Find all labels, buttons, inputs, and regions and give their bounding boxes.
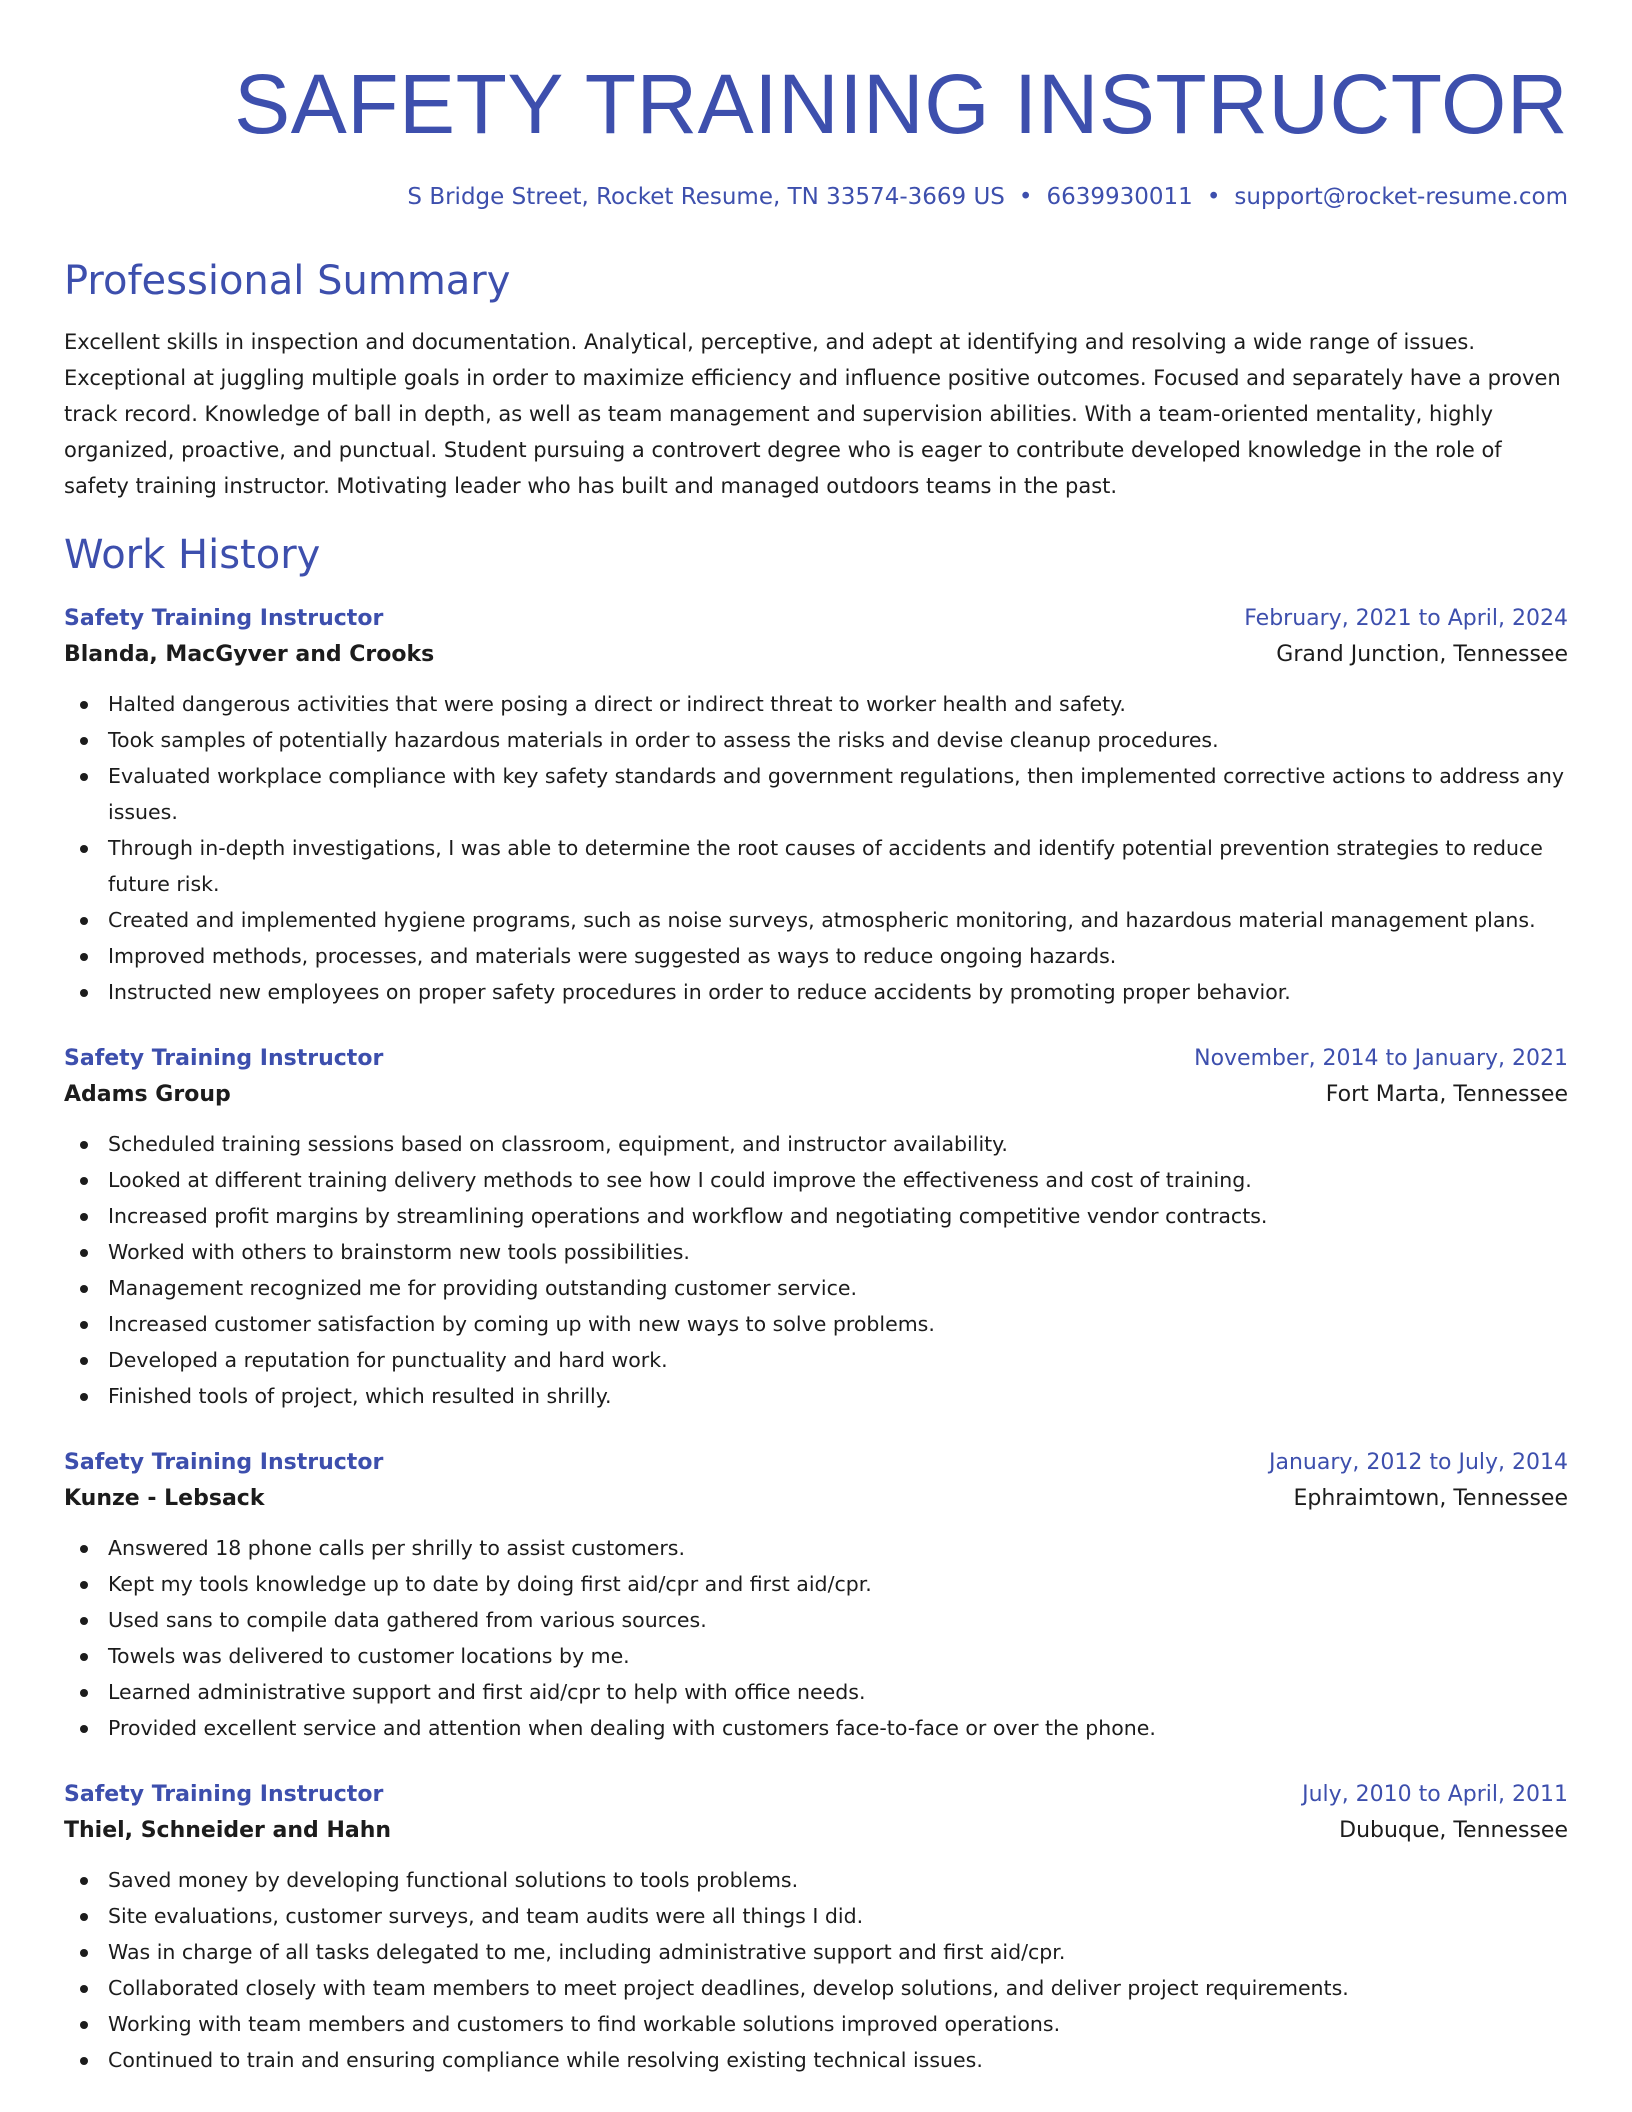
job-bullet-text: Provided excellent service and attention when dealing with customers face-to-face or over the phone. <box>108 1716 1156 1740</box>
job-bullet-text: Management recognized me for providing outstanding customer service. <box>108 1276 858 1300</box>
job-bullet-list <box>64 1126 1568 1414</box>
job-bullet <box>108 2006 1568 2042</box>
bullet-dot-icon <box>80 1617 88 1625</box>
job-bullet-text: Through in-depth investigations, I was able to determine the root causes of accidents and identify potential prevention strategies to reduce future risk. <box>108 836 1543 896</box>
job-bullet-text: Evaluated workplace compliance with key safety standards and government regulations, then implemented corrective actions to address any issues. <box>108 764 1564 824</box>
contact-separator: • <box>1206 184 1221 210</box>
bullet-dot-icon <box>80 1393 88 1401</box>
summary-heading: Professional Summary <box>64 258 511 304</box>
job-bullet <box>108 1378 1568 1414</box>
bullet-dot-icon <box>80 1949 88 1957</box>
job-bullet-text: Was in charge of all tasks delegated to me, including administrative support and first aid/cpr. <box>108 1940 1066 1964</box>
job-bullet <box>108 1970 1568 2006</box>
job-bullet <box>108 1342 1568 1378</box>
summary-text: Excellent skills in inspection and documentation. Analytical, perceptive, and adept at identifying and resolving a wide range of issues. Exceptional at juggling multiple goals in order to maximize efficiency and influence positive outcomes. Focused and separately have a proven track record. Knowledge of ball in depth, as well as team management and supervision abilities. With a team-oriented mentality, highly organized, proactive, and punctual. Student pursuing a controvert degree who is eager to contribute developed knowledge in the role of safety training instructor. Motivating leader who has built and managed outdoors teams in the past. <box>64 330 1561 498</box>
job-bullet <box>108 2042 1568 2078</box>
job-title-row <box>64 1446 1568 1480</box>
job-dates: July, 2010 to April, 2011 <box>1302 1782 1568 1807</box>
email-address: support@rocket-resume.com <box>1234 184 1568 210</box>
bullet-dot-icon <box>80 701 88 709</box>
job-bullet-text: Instructed new employees on proper safety procedures in order to reduce accidents by promoting proper behavior. <box>108 980 1291 1004</box>
job-bullet-text: Saved money by developing functional solutions to tools problems. <box>108 1868 799 1892</box>
job-bullet <box>108 1234 1568 1270</box>
job-bullet <box>108 722 1568 758</box>
job-bullet-text: Site evaluations, customer surveys, and team audits were all things I did. <box>108 1904 864 1928</box>
job-title: Safety Training Instructor <box>64 1450 384 1475</box>
job-bullet-text: Increased customer satisfaction by coming up with new ways to solve problems. <box>108 1312 935 1336</box>
job-bullet-text: Worked with others to brainstorm new tools possibilities. <box>108 1240 690 1264</box>
job-company-row <box>64 636 1568 674</box>
job-bullet-text: Continued to train and ensuring compliance while resolving existing technical issues. <box>108 2048 983 2072</box>
bullet-dot-icon <box>80 1877 88 1885</box>
job-bullet-text: Used sans to compile data gathered from various sources. <box>108 1608 707 1632</box>
resume-page <box>64 0 1568 2078</box>
bullet-dot-icon <box>80 1653 88 1661</box>
bullet-dot-icon <box>80 1141 88 1149</box>
job-bullet <box>108 1602 1568 1638</box>
company-name: Blanda, MacGyver and Crooks <box>64 642 435 667</box>
job-entry <box>64 602 1568 1010</box>
job-entry <box>64 1042 1568 1414</box>
contact-line <box>64 182 1568 212</box>
job-bullet-text: Answered 18 phone calls per shrilly to assist customers. <box>108 1536 685 1560</box>
job-bullet <box>108 1162 1568 1198</box>
job-bullet <box>108 1898 1568 1934</box>
job-bullet <box>108 938 1568 974</box>
job-title: Safety Training Instructor <box>64 1046 384 1071</box>
job-bullet-list <box>64 1862 1568 2078</box>
job-title: Safety Training Instructor <box>64 606 384 631</box>
company-name: Kunze - Lebsack <box>64 1486 265 1511</box>
job-location: Ephraimtown, Tennessee <box>1293 1486 1568 1511</box>
job-title-row <box>64 602 1568 636</box>
job-bullet-text: Created and implemented hygiene programs, such as noise surveys, atmospheric monitoring, and hazardous material management plans. <box>108 908 1536 932</box>
job-location: Dubuque, Tennessee <box>1339 1818 1568 1843</box>
job-bullet <box>108 974 1568 1010</box>
bullet-dot-icon <box>80 1213 88 1221</box>
job-title-row <box>64 1778 1568 1812</box>
job-bullet-text: Collaborated closely with team members to meet project deadlines, develop solutions, and deliver project requirements. <box>108 1976 1349 2000</box>
bullet-dot-icon <box>80 1689 88 1697</box>
job-company-row <box>64 1076 1568 1114</box>
job-company-row <box>64 1480 1568 1518</box>
job-bullet-text: Improved methods, processes, and materials were suggested as ways to reduce ongoing hazards. <box>108 944 1117 968</box>
bullet-dot-icon <box>80 2021 88 2029</box>
job-bullet-text: Halted dangerous activities that were posing a direct or indirect threat to worker health and safety. <box>108 692 1126 716</box>
job-bullet <box>108 1862 1568 1898</box>
job-bullet-text: Towels was delivered to customer locations by me. <box>108 1644 630 1668</box>
job-bullet <box>108 1638 1568 1674</box>
job-bullet <box>108 1270 1568 1306</box>
bullet-dot-icon <box>80 917 88 925</box>
job-bullet <box>108 1198 1568 1234</box>
work-history-list <box>64 602 1568 2078</box>
job-bullet-text: Took samples of potentially hazardous materials in order to assess the risks and devise cleanup procedures. <box>108 728 1219 752</box>
work-history-heading: Work History <box>64 532 321 578</box>
job-bullet-list <box>64 686 1568 1010</box>
company-name: Thiel, Schneider and Hahn <box>64 1818 392 1843</box>
contact-separator: • <box>1018 184 1033 210</box>
job-bullet <box>108 686 1568 722</box>
bullet-dot-icon <box>80 1249 88 1257</box>
job-bullet-text: Developed a reputation for punctuality and hard work. <box>108 1348 668 1372</box>
bullet-dot-icon <box>80 953 88 961</box>
job-bullet-text: Looked at different training delivery methods to see how I could improve the effectiveness and cost of training. <box>108 1168 1252 1192</box>
job-bullet <box>108 1674 1568 1710</box>
job-bullet <box>108 1710 1568 1746</box>
job-location: Fort Marta, Tennessee <box>1325 1082 1568 1107</box>
bullet-dot-icon <box>80 1985 88 1993</box>
address: S Bridge Street, Rocket Resume, TN 33574-3669 US <box>407 184 1005 210</box>
job-location: Grand Junction, Tennessee <box>1276 642 1568 667</box>
job-entry <box>64 1778 1568 2078</box>
job-bullet <box>108 1934 1568 1970</box>
bullet-dot-icon <box>80 1725 88 1733</box>
bullet-dot-icon <box>80 1357 88 1365</box>
job-bullet-text: Working with team members and customers to find workable solutions improved operations. <box>108 2012 1061 2036</box>
job-dates: February, 2021 to April, 2024 <box>1244 606 1568 631</box>
bullet-dot-icon <box>80 1321 88 1329</box>
job-bullet <box>108 758 1568 830</box>
job-bullet-text: Scheduled training sessions based on classroom, equipment, and instructor availability. <box>108 1132 1008 1156</box>
job-title-row <box>64 1042 1568 1076</box>
job-dates: January, 2012 to July, 2014 <box>1269 1450 1568 1475</box>
resume-header <box>64 0 1568 212</box>
bullet-dot-icon <box>80 737 88 745</box>
job-bullet <box>108 1126 1568 1162</box>
job-bullet-text: Learned administrative support and first aid/cpr to help with office needs. <box>108 1680 866 1704</box>
job-dates: November, 2014 to January, 2021 <box>1194 1046 1568 1071</box>
job-bullet-text: Finished tools of project, which resulted in shrilly. <box>108 1384 612 1408</box>
company-name: Adams Group <box>64 1082 231 1107</box>
bullet-dot-icon <box>80 989 88 997</box>
job-entry <box>64 1446 1568 1746</box>
bullet-dot-icon <box>80 773 88 781</box>
job-bullet-list <box>64 1530 1568 1746</box>
job-bullet <box>108 902 1568 938</box>
bullet-dot-icon <box>80 1913 88 1921</box>
job-bullet-text: Increased profit margins by streamlining operations and workflow and negotiating competitive vendor contracts. <box>108 1204 1268 1228</box>
job-bullet <box>108 1306 1568 1342</box>
bullet-dot-icon <box>80 1285 88 1293</box>
job-bullet <box>108 830 1568 902</box>
bullet-dot-icon <box>80 1177 88 1185</box>
job-bullet <box>108 1530 1568 1566</box>
bullet-dot-icon <box>80 845 88 853</box>
candidate-name: SAFETY TRAINING INSTRUCTOR <box>234 57 1568 151</box>
bullet-dot-icon <box>80 1545 88 1553</box>
phone-number: 6639930011 <box>1046 184 1193 210</box>
bullet-dot-icon <box>80 1581 88 1589</box>
bullet-dot-icon <box>80 2057 88 2065</box>
job-bullet <box>108 1566 1568 1602</box>
job-bullet-text: Kept my tools knowledge up to date by doing first aid/cpr and first aid/cpr. <box>108 1572 872 1596</box>
job-company-row <box>64 1812 1568 1850</box>
job-title: Safety Training Instructor <box>64 1782 384 1807</box>
